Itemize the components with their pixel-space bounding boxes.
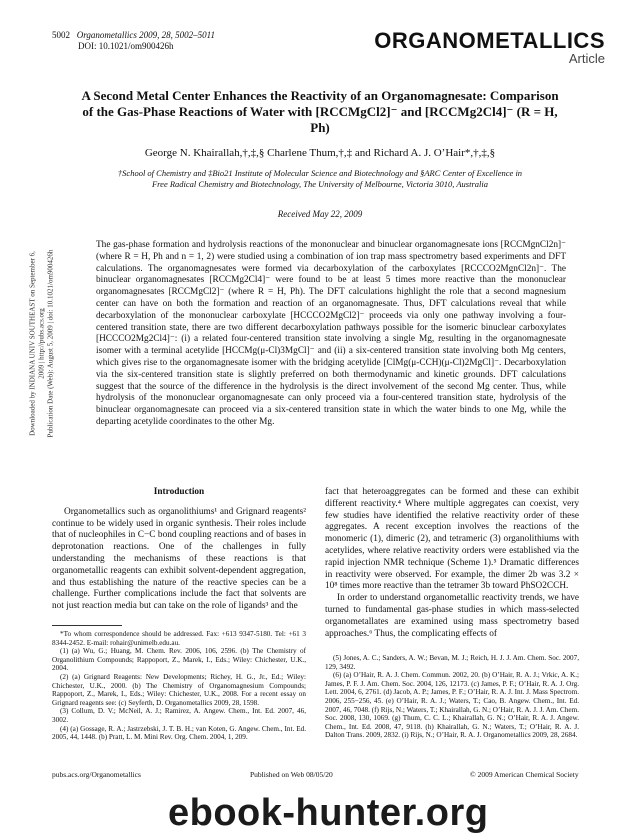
download-notice-line2: Publication Date (Web): August 5, 2009 | doi: 10.1021/om900426h bbox=[46, 249, 55, 438]
journal-logo bbox=[374, 30, 605, 66]
footnote-5: (5) Jones, A. C.; Sanders, A. W.; Bevan, M. J.; Reich, H. J. J. Am. Chem. Soc. 2007, 129, 3492. bbox=[325, 654, 579, 671]
correspondence-footnote: *To whom correspondence should be addressed. Fax: +613 9347-5180. Tel: +61 3 8344-2452. E-mail: rohair@unimelb.edu.au. bbox=[52, 630, 306, 647]
footnote-6: (6) (a) O’Hair, R. A. J. Chem. Commun. 2002, 20. (b) O’Hair, R. A. J.; Vrkic, A. K.; James, P. F. J. Am. Chem. Soc. 2004, 126, 12173. (c) James, P. F.; O’Hair, R. A. J. Org. Lett. 2004, 6, 2761. (d) Jacob, A. P.; James, P. F.; O’Hair, R. A. J. Int. J. Mass Spectrom. 2006, 255−256, 45. (e) O’Hair, R. A. J.; Waters, T.; Cao, B. Angew. Chem., Int. Ed. 2007, 46, 7048. (f) Rijs, N.; Waters, T.; Khairallah, G. N.; O’Hair, R. A. J. J. Am. Chem. Soc. 2008, 130, 1069. (g) Thum, C. C. L.; Khairallah, G. N.; O’Hair, R. A. J. Angew. Chem., Int. Ed. 2008, 47, 9118. (h) Khairallah, G. N.; Waters, T.; O’Hair, R. A. J. Dalton Trans. 2009, 2832. (i) Rijs, N.; O’Hair, R. A. J. Organometallics 2009, 28, 2684. bbox=[325, 671, 579, 740]
journal-citation: Organometallics 2009, 28, 5002–5011 bbox=[76, 30, 215, 40]
article-type: Article bbox=[568, 51, 605, 66]
footer-url[interactable]: pubs.acs.org/Organometallics bbox=[52, 770, 141, 779]
footnote-rule bbox=[52, 625, 122, 626]
footnotes-right bbox=[325, 654, 579, 740]
download-notice-line1: Downloaded by INDIANA UNIV SOUTHEAST on September 6, 2009 | http://pubs.acs.org bbox=[28, 251, 46, 436]
footnote-1: (1) (a) Wu, G.; Huang, M. Chem. Rev. 2006, 106, 2596. (b) The Chemistry of Organolithium Compounds; Rappoport, Z., Marek, I., Eds.; Wiley: Chichester, U.K., 2004. bbox=[52, 647, 306, 673]
footer-copyright: © 2009 American Chemical Society bbox=[470, 770, 579, 779]
page-header bbox=[52, 30, 215, 52]
page-number: 5002 bbox=[52, 30, 70, 40]
intro-paragraph-1: Organometallics such as organolithiums¹ and Grignard reagents² continue to be widely used in organic synthesis. Their roles include that of nucleophiles in C−C bond coupling reactions and of bases in deprotonation reactions. One of the challenges in fully understanding the mechanisms of these reactions is that organometallic reagents can exhibit solvent-dependent aggregation, and thus establishing the nature of the reactive species can be a challenge. Further complications include the fact that solvents are not just reaction media but can take on the role of ligands³ and the bbox=[52, 506, 306, 612]
article-title: A Second Metal Center Enhances the Reactivity of an Organomagnesate: Comparison of the Gas-Phase Reactions of Water with [RCCMgCl2]⁻ and [RCCMg2Cl4]⁻ (R = H, Ph) bbox=[81, 88, 559, 135]
section-heading: Introduction bbox=[153, 487, 205, 497]
watermark: ebook-hunter.org bbox=[168, 792, 489, 834]
footer-published: Published on Web 08/05/20 bbox=[250, 770, 333, 779]
footnote-2: (2) (a) Grignard Reagents: New Developments; Richey, H. G., Jr., Ed.; Wiley: Chichester, U.K., 2000. (b) The Chemistry of Organomagnesium Compounds; Rappoport, Z., Marek, I., Eds.; Wiley: Chichester, U.K., 2008. For a recent essay on Grignard reagents see: (c) Seyferth, D. Organometallics 2009, 28, 1598. bbox=[52, 672, 306, 707]
intro-paragraph-3: In order to understand organometallic reactivity trends, we have turned to fundamental gas-phase studies in which mass-selected organometallates are examined using mass spectrometry based approaches.⁶ Thus, the complicating effects of bbox=[325, 593, 579, 639]
footnote-3: (3) Collum, D. V.; McNeil, A. J.; Ramirez, A. Angew. Chem., Int. Ed. 2007, 46, 3002. bbox=[52, 707, 306, 724]
intro-right-column bbox=[325, 487, 579, 640]
affiliations: †School of Chemistry and ‡Bio21 Institute of Molecular Science and Biotechnology and §ARC Center of Excellence in Free Radical Chemistry and Biotechnology, The University of Melbourne, Victoria 3010, Australia bbox=[117, 168, 523, 189]
received-date: Received May 22, 2009 bbox=[277, 209, 363, 219]
author-list: George N. Khairallah,†,‡,§ Charlene Thum,†,‡ and Richard A. J. O’Hair*,†,‡,§ bbox=[144, 147, 496, 159]
footnotes-left bbox=[52, 630, 306, 742]
footnote-4: (4) (a) Gossage, R. A.; Jastrzebski, J. T. B. H.; van Koten, G. Angew. Chem., Int. Ed. 2005, 44, 1448. (b) Pratt, L. M. Mini Rev. Org. Chem. 2004, 1, 209. bbox=[52, 724, 306, 742]
intro-left-column bbox=[52, 487, 306, 613]
intro-paragraph-2: fact that heteroaggregates can be formed and these can exhibit different reactivity.⁴ Where multiple aggregates can coexist, very few studies have identified the relative reactivity order of these aggregates. A recent exception involves the reactions of the monomeric (1), dimeric (2), and tetrameric (3) organolithiums with acetylides, where relative reactivity orders were established via the rapid injection NMR technique (Scheme 1).⁵ Dramatic differences in reactivity were observed. For example, the dimer 2b was 3.2 × 10⁸ times more reactive than the tetramer 3b toward PhSO2CCH. bbox=[325, 487, 579, 592]
doi[interactable]: DOI: 10.1021/om900426h bbox=[78, 41, 174, 51]
journal-logo-text: ORGANOMETALLICS bbox=[374, 28, 605, 53]
abstract: The gas-phase formation and hydrolysis reactions of the mononuclear and binuclear organomagnesate ions [RCCMgnCl2n]⁻ (where R = H, Ph and n = 1, 2) were studied using a combination of ion trap mass spectrometry based experiments and DFT calculations. The organomagnesates were formed via decarboxylation of the carboxylates [RCCCO2MgnCl2n]⁻. The binuclear organomagnesates [RCCMg2Cl4]⁻ were found to be at least 5 times more reactive than the mononuclear organomagnesates [RCCMgCl2]⁻ (where R = H, Ph). The DFT calculations highlight the role that a second magnesium center can have on both the formation and reaction of an organomagnesate. Thus, DFT calculations reveal that while decarboxylation of the mononuclear carboxylate [HCCCO2MgCl2]⁻ proceeds via only one pathway involving a four-centered transition state, there are two different decarboxylation pathways possible for the isomeric binuclear carboxylates [HCCCO2Mg2Cl4]⁻: (i) a related four-centered transition state involving a single Mg, resulting in the organomagnesate isomer with a terminal acetylide [HCCMg(μ-Cl)3MgCl]⁻ and (ii) a six-centered transition state involving both Mg centers, which gives rise to the organomagnesate isomer with the bridging acetylide [ClMg(μ-CCH)(μ-Cl)2MgCl]⁻. Decarboxylation via the six-centered transition state is slightly preferred on both thermodynamic and kinetic grounds. DFT calculations suggest that the source of the difference in the hydrolysis is the direct involvement of the second Mg center. Thus, while hydrolysis of the mononuclear organomagnesate can only proceed via a four-centered transition state, hydrolysis of the binuclear organomagnesate can proceed via a six-centered transition state in which the water binds to one Mg, while the departing acetylide coordinates to the other Mg. bbox=[96, 240, 566, 427]
download-notice bbox=[29, 244, 56, 444]
